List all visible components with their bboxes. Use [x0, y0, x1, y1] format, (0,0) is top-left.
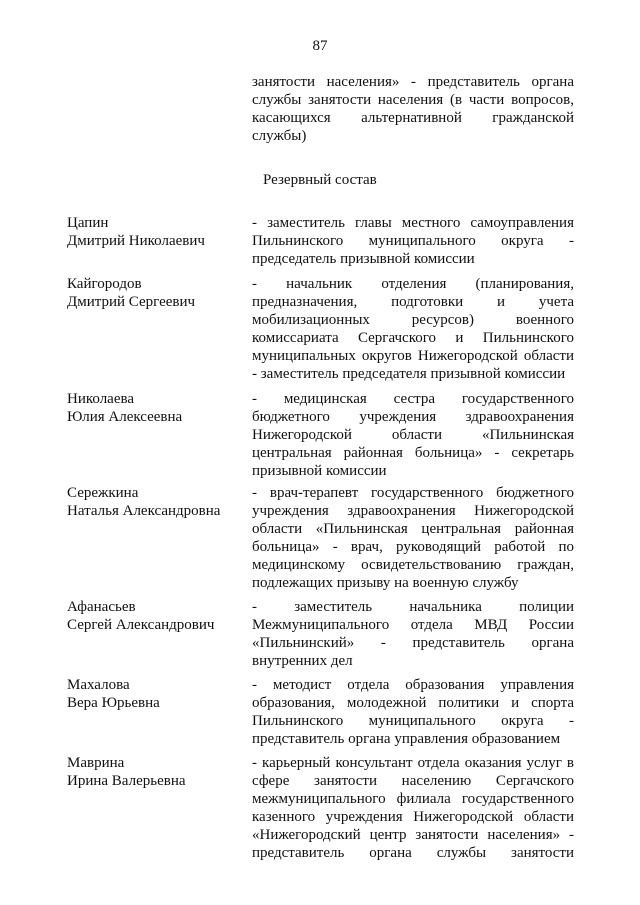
role-line: предназначения, подготовки и учета [252, 294, 574, 310]
role-line: представитель органа службы занятости [252, 845, 574, 861]
role-line: учреждения здравоохранения Нижегородской [252, 503, 574, 519]
continuation-line: службы занятости населения (в части вопросов, [252, 92, 574, 108]
member-given-name: Сергей Александрович [67, 617, 215, 633]
member-surname: Кайгородов [67, 276, 142, 292]
role-line: Межмуниципального отдела МВД России [252, 617, 574, 633]
role-line: «Нижегородский центр занятости населения» - [252, 827, 574, 843]
member-given-name: Вера Юрьевна [67, 695, 160, 711]
member-surname: Афанасьев [67, 599, 136, 615]
member-role [252, 754, 574, 862]
role-line: центральная районная больница» - секретарь [252, 445, 574, 461]
member-given-name: Дмитрий Николаевич [67, 233, 205, 249]
member-name [67, 484, 247, 520]
role-line: мобилизационных ресурсов) военного [252, 312, 574, 328]
member-given-name: Наталья Александровна [67, 503, 221, 519]
role-line: - заместитель начальника полиции [252, 599, 574, 615]
member-name [67, 598, 247, 634]
role-line: «Пильнинский» - представитель органа [252, 635, 574, 651]
member-surname: Сережкина [67, 485, 139, 501]
role-line: межмуниципального филиала государственного [252, 791, 574, 807]
continuation-paragraph [252, 73, 574, 145]
member-given-name: Дмитрий Сергеевич [67, 294, 196, 310]
role-line: - заместитель главы местного самоуправления [252, 215, 574, 231]
member-given-name: Юлия Алексеевна [67, 409, 183, 425]
member-role [252, 676, 574, 748]
role-line: - начальник отделения (планирования, [252, 276, 574, 292]
role-line: комиссариата Сергачского и Пильнинского [252, 330, 574, 346]
role-line: - врач-терапевт государственного бюджетного [252, 485, 574, 501]
member-given-name: Ирина Валерьевна [67, 773, 186, 789]
member-surname: Цапин [67, 215, 109, 231]
role-line: Пильнинского муниципального округа - [252, 713, 574, 729]
role-line: медицинскому освидетельствованию граждан, [252, 557, 574, 573]
role-line: сфере занятости населению Сергачского [252, 773, 574, 789]
member-surname: Николаева [67, 391, 135, 407]
role-line: внутренних дел [252, 653, 353, 669]
member-name [67, 275, 247, 311]
role-line: председатель призывной комиссии [252, 251, 475, 267]
role-line: казенного учреждения Нижегородской области [252, 809, 574, 825]
member-surname: Махалова [67, 677, 130, 693]
role-line: подлежащих призыву на военную службу [252, 575, 519, 591]
member-role [252, 598, 574, 670]
role-line: призывной комиссии [252, 463, 387, 479]
role-line: муниципальных округов Нижегородской области [252, 348, 574, 364]
member-role [252, 275, 574, 383]
role-line: Нижегородской области «Пильнинская [252, 427, 574, 443]
role-line: бюджетного учреждения здравоохранения [252, 409, 574, 425]
role-line: - медицинская сестра государственного [252, 391, 574, 407]
member-name [67, 754, 247, 790]
member-role [252, 214, 574, 268]
role-line: - заместитель председателя призывной комиссии [252, 366, 566, 382]
role-line: - карьерный консультант отдела оказания услуг в [252, 755, 574, 771]
member-surname: Маврина [67, 755, 125, 771]
role-line: Пильнинского муниципального округа - [252, 233, 574, 249]
role-line: представитель органа управления образованием [252, 731, 561, 747]
role-line: области «Пильнинская центральная районная [252, 521, 574, 537]
role-line: больница» - врач, руководящий работой по [252, 539, 574, 555]
page-number: 87 [312, 38, 328, 54]
role-line: - методист отдела образования управления [252, 677, 574, 693]
continuation-line: занятости населения» - представитель органа [252, 74, 574, 90]
role-line: образования, молодежной политики и спорта [252, 695, 574, 711]
member-name [67, 390, 247, 426]
member-name [67, 676, 247, 712]
continuation-line: службы) [252, 128, 307, 144]
member-name [67, 214, 247, 250]
continuation-line: касающихся альтернативной гражданской [252, 110, 574, 126]
member-role [252, 484, 574, 592]
member-role [252, 390, 574, 480]
section-title: Резервный состав [263, 172, 377, 188]
